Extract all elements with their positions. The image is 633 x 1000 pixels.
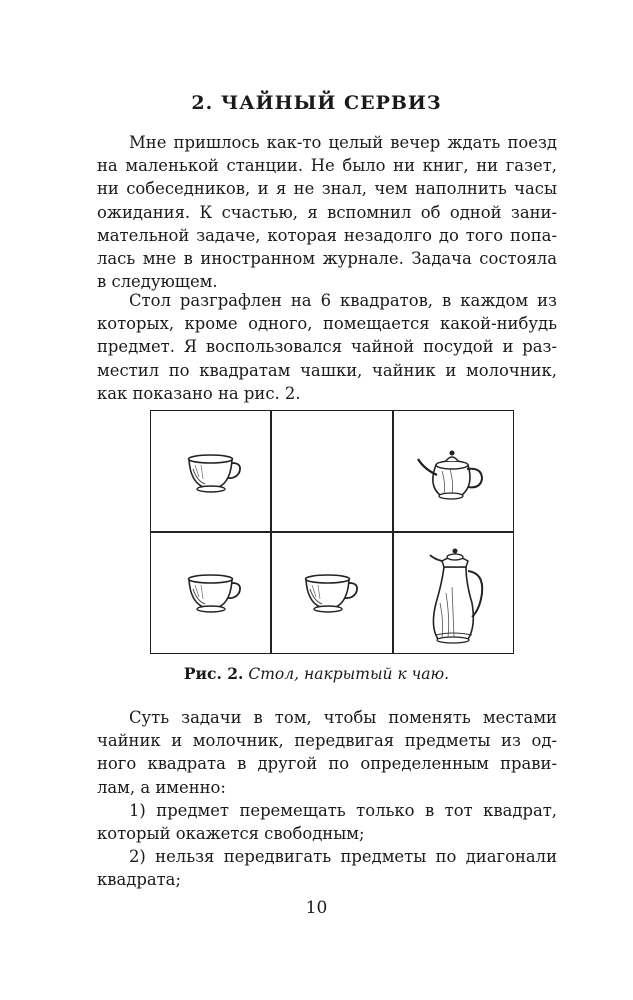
table-square (394, 533, 515, 655)
chapter-title: 2. ЧАЙНЫЙ СЕРВИЗ (191, 92, 442, 114)
figure-caption (0, 664, 633, 683)
text-line: ни собеседников, и я не знал, чем наполнить часы (97, 179, 557, 199)
text-line: как показано на рис. 2. (97, 383, 301, 403)
caption-label: Рис. 2. (183, 664, 244, 683)
page-number: 10 (305, 898, 328, 918)
text-line: 1) предмет перемещать только в тот квадрат, (129, 800, 557, 820)
text-line: Мне пришлось как-то целый вечер ждать поезд (129, 133, 557, 152)
text-line: Суть задачи в том, чтобы поменять местами (129, 708, 557, 727)
text-line: мательной задаче, которая незадолго до того попа- (97, 225, 557, 245)
text-line: местил по квадратам чашки, чайник и молочник, (97, 360, 557, 380)
text-line: чайник и молочник, передвигая предметы из од- (97, 731, 557, 751)
paragraph-task (97, 706, 557, 799)
cup-icon (183, 571, 245, 615)
text-line: который окажется свободным; (97, 824, 365, 843)
rule-1 (97, 799, 557, 845)
text-line: ожидания. К счастью, я вспомнил об одной зани- (97, 202, 557, 222)
text-line: лам, а именно: (97, 777, 226, 797)
teapot-icon (412, 445, 498, 505)
table-square-empty (272, 411, 393, 533)
text-line: в следующем. (97, 272, 218, 292)
cup-icon (183, 451, 245, 495)
text-line: ного квадрата в другой по определенным прави- (97, 754, 557, 774)
text-line: Стол разграфлен на 6 квадратов, в каждом из (129, 291, 557, 310)
table-square (151, 411, 272, 533)
text-line: предмет. Я воспользовался чайной посудой и раз- (97, 337, 557, 357)
milk-jug-icon (422, 543, 492, 649)
paragraph-setup (97, 289, 557, 405)
text-line: которых, кроме одного, помещается какой-нибудь (97, 314, 557, 334)
text-line: лась мне в иностранном журнале. Задача состояла (97, 249, 557, 269)
text-line: квадрата; (97, 870, 181, 890)
table-square (394, 411, 515, 533)
table-square (151, 533, 272, 655)
cup-icon (300, 571, 362, 615)
tea-table-figure (150, 410, 514, 654)
paragraph-intro (97, 131, 557, 293)
rule-2 (97, 845, 557, 891)
text-line: 2) нельзя передвигать предметы по диагонали (129, 847, 557, 867)
table-square (272, 533, 393, 655)
text-line: на маленькой станции. Не было ни книг, ни газет, (97, 156, 557, 176)
caption-text: Стол, накрытый к чаю. (248, 665, 450, 683)
